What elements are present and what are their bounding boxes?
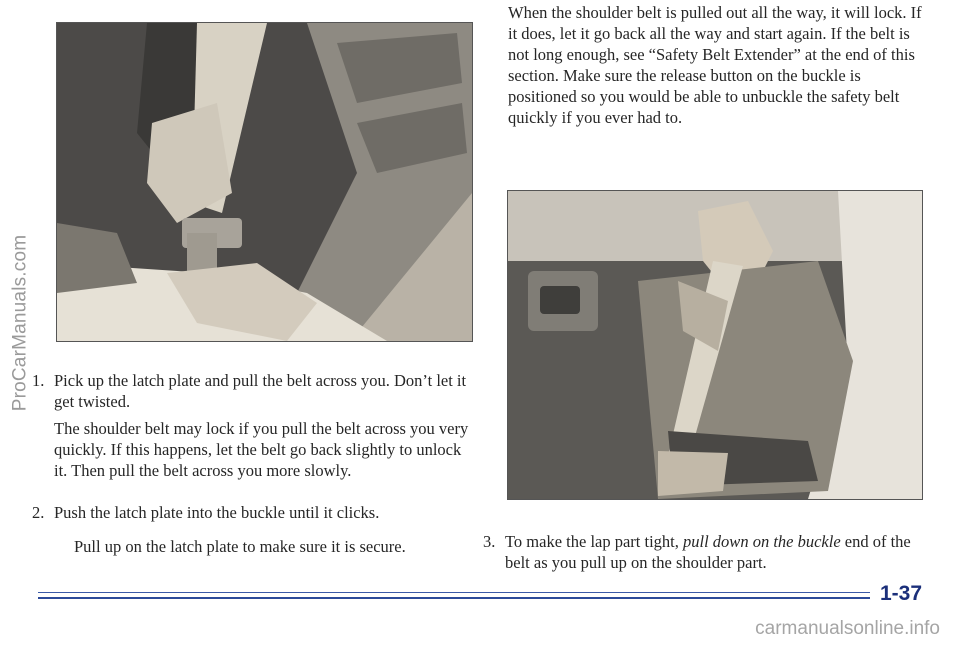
step-1-number: 1.: [32, 371, 45, 390]
step-3-text-a: To make the lap part tight,: [505, 532, 684, 551]
side-watermark-text: ProCarManuals.com: [9, 234, 31, 412]
step-3-text-b: end of the belt as you pull up on the shoulder part.: [505, 532, 911, 572]
side-watermark: [0, 0, 40, 646]
bottom-watermark: carmanualsonline.info: [755, 618, 940, 639]
step-2-text: Push the latch plate into the buckle until it clicks.: [54, 503, 380, 522]
step-1-text: Pick up the latch plate and pull the belt across you. Don’t let it get twisted.: [54, 371, 467, 411]
step-1-note: [54, 418, 474, 481]
step-2-number: 2.: [32, 503, 45, 522]
footer-rule-top: [38, 592, 870, 593]
footer-rule-bottom: [38, 597, 870, 599]
step-3-number: 3.: [483, 532, 496, 551]
step-1-note-text: The shoulder belt may lock if you pull the belt across you very quickly. If this happens, let the belt go back slightly to unlock it. Then pull the belt across you more slowly.: [54, 419, 469, 480]
latch-plate-drawing: [57, 23, 472, 341]
step-3-text-italic: pull down on the buckle: [683, 532, 841, 551]
step-2-note-text: Pull up on the latch plate to make sure it is secure.: [74, 537, 406, 556]
intro-text: When the shoulder belt is pulled out all the way, it will lock. If it does, let it go back all the way and start again. If the belt is not long enough, see “Safety Belt Extender” at the end of this section. Make sure the release button on the buckle is positioned so you would be able to unbuckle the safety belt quickly if you ever had to.: [508, 3, 922, 127]
seated-passenger-illustration: [507, 190, 923, 500]
step-3-text: [505, 531, 933, 573]
step-2-note: [74, 536, 474, 557]
page-number: 1-37: [879, 582, 922, 605]
latch-plate-illustration: [56, 22, 473, 342]
passenger-drawing: [508, 191, 922, 499]
intro-paragraph: [508, 2, 928, 128]
